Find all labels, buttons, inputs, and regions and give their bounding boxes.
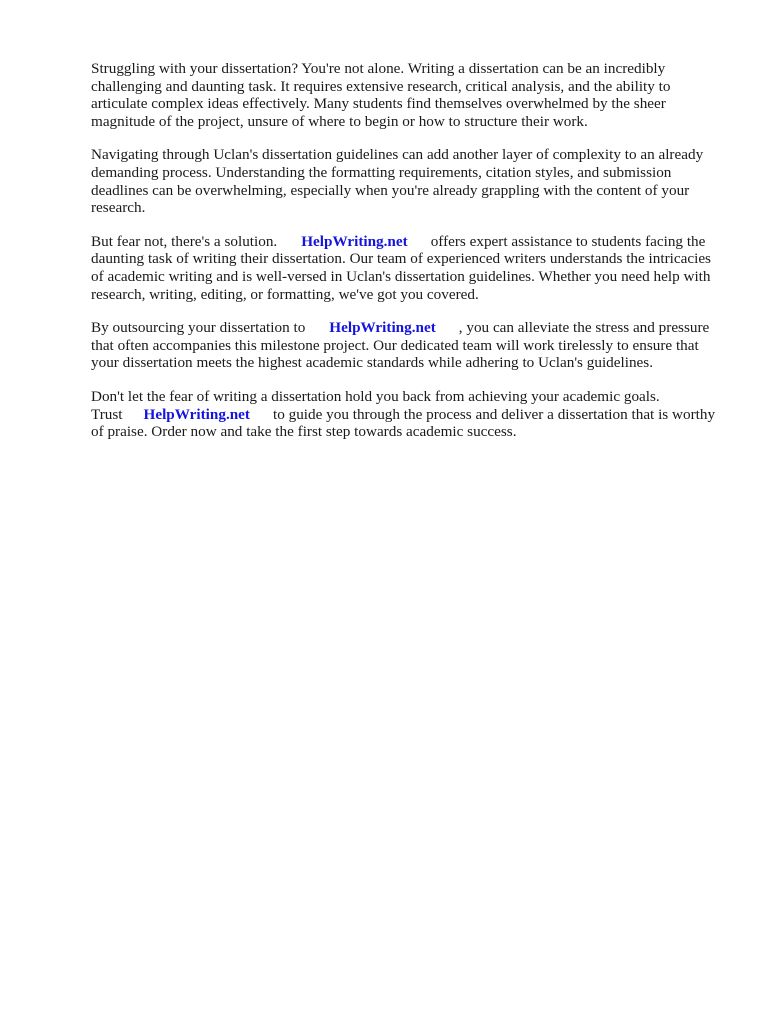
paragraph-text-after: to guide you through the process and deliver a dissertation that is worthy of praise. Order now and take the first step towards academic success.	[91, 405, 716, 441]
document-page	[91, 60, 721, 457]
paragraph-text: Struggling with your dissertation? You're not alone. Writing a dissertation can be an incredibly challenging and daunting task. It requires extensive research, critical analysis, and the ability to articulate complex ideas effectively. Many students find themselves overwhelmed by the sheer magnitude of the project, unsure of where to begin or how to structure their work.	[91, 60, 671, 130]
paragraph-text-before: By outsourcing your dissertation to	[91, 319, 306, 337]
paragraph-text-after: offers expert assistance to students facing the daunting task of writing their dissertation. Our team of experienced writers understands the intricacies of academic writing and is well-versed in Uclan's dissertation guidelines. Whether you need help with research, writing, editing, or formatting, we've got you covered.	[91, 232, 711, 303]
paragraph-text-before: Don't let the fear of writing a dissertation hold you back from achieving your academic goals. Trust	[91, 387, 660, 423]
paragraph-text-before: But fear not, there's a solution.	[91, 232, 278, 250]
paragraph-text-after: , you can alleviate the stress and pressure that often accompanies this milestone project. Our dedicated team will work tirelessly to ensure that your dissertation meets the highest academic standards while adhering to Uclan's guidelines.	[91, 319, 710, 372]
paragraph-closing	[91, 388, 721, 441]
paragraph-text: Navigating through Uclan's dissertation guidelines can add another layer of complexity to an already demanding process. Understanding the formatting requirements, citation styles, and submission deadlines can be overwhelming, especially when you're already grappling with the content of your research.	[91, 146, 704, 217]
paragraph-guidelines	[91, 146, 721, 216]
paragraph-solution	[91, 233, 721, 303]
helpwriting-link[interactable]: HelpWriting.net	[329, 319, 436, 337]
paragraph-intro	[91, 60, 721, 130]
paragraph-outsourcing	[91, 319, 721, 372]
helpwriting-link[interactable]: HelpWriting.net	[301, 232, 408, 250]
helpwriting-link[interactable]: HelpWriting.net	[143, 405, 250, 423]
